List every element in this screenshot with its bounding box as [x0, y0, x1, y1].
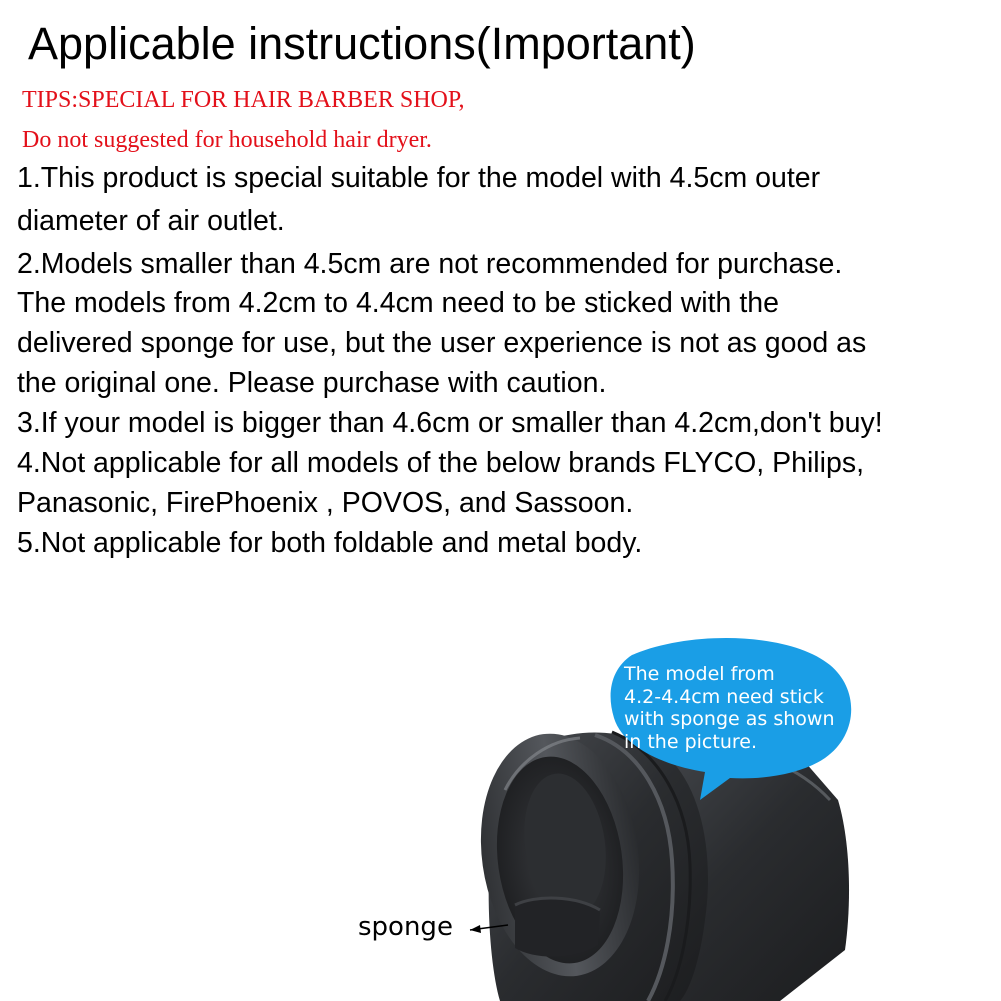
instruction-line: 2.Models smaller than 4.5cm are not recommended for purchase.	[17, 248, 843, 280]
bubble-line: The model from	[624, 663, 775, 685]
sponge	[515, 898, 600, 957]
bubble-text	[624, 663, 835, 753]
instruction-line: 1.This product is special suitable for the model with 4.5cm outer	[17, 162, 821, 194]
instruction-line: The models from 4.2cm to 4.4cm need to be sticked with the	[17, 287, 779, 319]
hair-dryer-nozzle-photo	[0, 600, 1001, 1001]
bubble-line: in the picture.	[624, 730, 757, 753]
instruction-line: Panasonic, FirePhoenix , POVOS, and Sassoon.	[17, 487, 634, 519]
instruction-line: 5.Not applicable for both foldable and metal body.	[17, 527, 643, 559]
instruction-line: diameter of air outlet.	[17, 205, 285, 237]
page-title: Applicable instructions(Important)	[28, 18, 696, 69]
tip-line-2: Do not suggested for household hair dryer.	[22, 127, 432, 153]
instruction-line: delivered sponge for use, but the user experience is not as good as	[17, 327, 867, 359]
instruction-line: 4.Not applicable for all models of the below brands FLYCO, Philips,	[17, 447, 864, 479]
instruction-line: the original one. Please purchase with caution.	[17, 367, 607, 399]
tip-line-1: TIPS:SPECIAL FOR HAIR BARBER SHOP,	[22, 87, 465, 113]
sponge-label: sponge	[358, 912, 453, 942]
instruction-line: 3.If your model is bigger than 4.6cm or smaller than 4.2cm,don't buy!	[17, 407, 883, 439]
bubble-line: with sponge as shown	[624, 708, 835, 730]
bubble-line: 4.2-4.4cm need stick	[624, 685, 824, 708]
